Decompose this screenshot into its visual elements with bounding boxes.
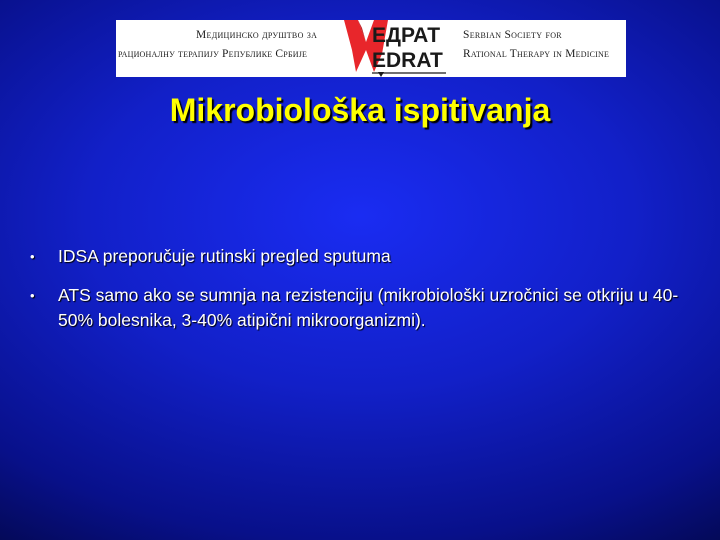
slide-title: Mikrobiološka ispitivanja: [169, 92, 551, 128]
bullet-icon: •: [30, 288, 35, 303]
logo-top-word: ЕДРАТ: [372, 24, 441, 47]
bullet-icon: •: [30, 249, 35, 264]
banner-left-line2: рационалну терапију Републике Србије: [118, 48, 308, 60]
banner-english-text: [463, 20, 626, 77]
banner-right-line1: Serbian Society for: [463, 29, 562, 41]
banner-serbian-text: [116, 20, 346, 77]
banner-left-line1: Медицинско друштво за: [196, 29, 318, 41]
banner-right-line2: Rational Therapy in Medicine: [463, 48, 610, 60]
header-banner: [116, 20, 626, 77]
logo-bottom-word: EDRAT: [372, 49, 443, 72]
bullet-item: [28, 244, 688, 269]
bullet-text: IDSA preporučuje rutinski pregled sputuma: [58, 246, 391, 266]
medrat-logo: [344, 20, 449, 77]
bullet-text: ATS samo ako se sumnja na rezistenciju (mikrobiološki uzročnici se otkriju u 40-50% bolesnika, 3-40% atipični mikroorganizmi).: [58, 285, 679, 330]
bullet-item: [28, 283, 688, 333]
logo-small-mark: [378, 72, 384, 77]
bullet-list: [28, 244, 688, 347]
